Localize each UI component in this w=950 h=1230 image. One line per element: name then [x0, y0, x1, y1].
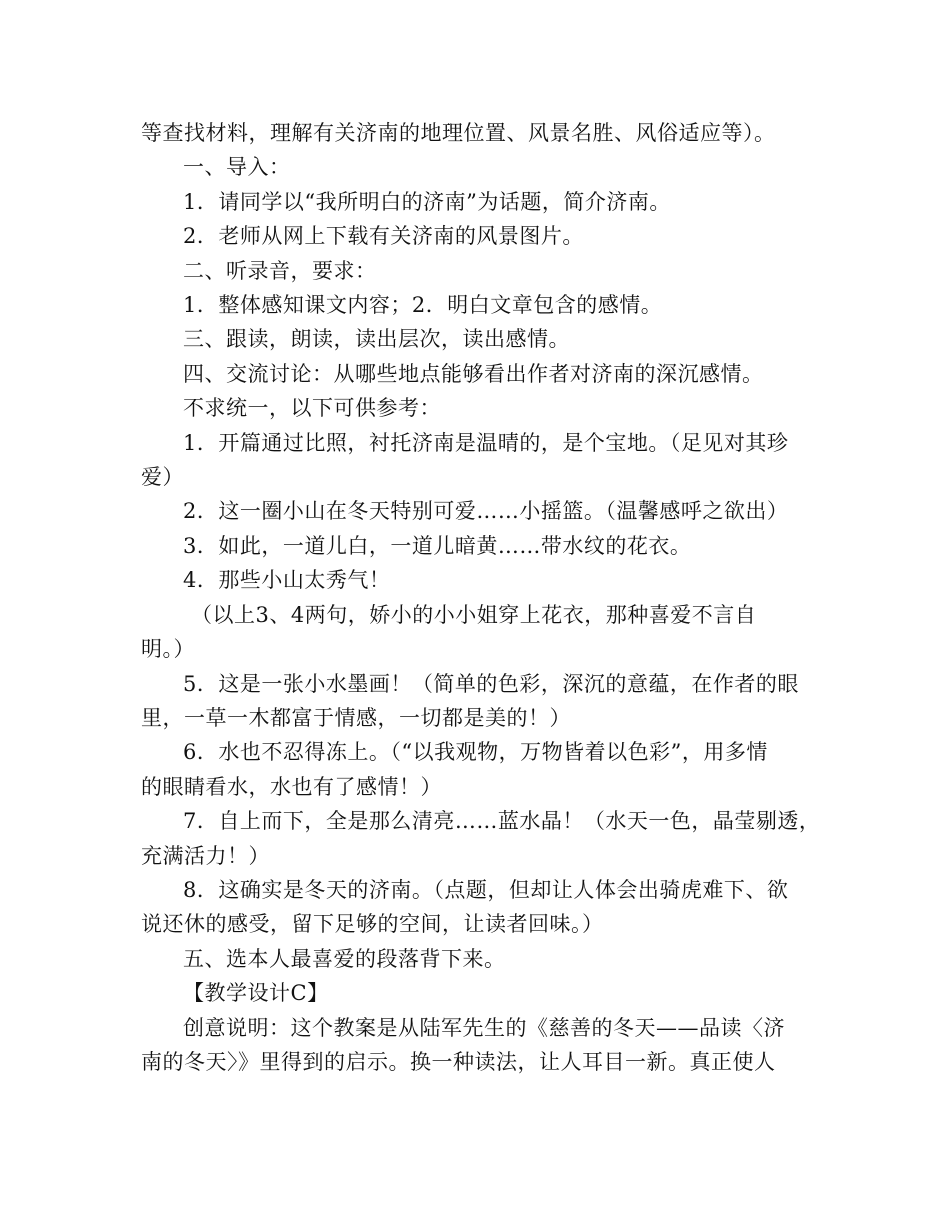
text-line: 说还休的感受，留下足够的空间，让读者回味。） — [141, 912, 604, 937]
text-line: 四、交流讨论：从哪些地点能够看出作者对济南的深沉感情。 — [183, 361, 764, 386]
text-line: 三、跟读，朗读，读出层次，读出感情。 — [183, 327, 570, 352]
text-line: 明。） — [141, 637, 195, 662]
text-line: 2．这一圈小山在冬天特别可爱……小摇篮。（温馨感呼之欲出） — [183, 499, 789, 524]
text-line: 不求统一，以下可供参考： — [183, 396, 441, 421]
paragraph — [141, 116, 831, 150]
text-line: 1．请同学以“我所明白的济南”为话题，简介济南。 — [183, 189, 671, 214]
text-line: 6．水也不忍得冻上。（“以我观物，万物皆着以色彩”，用多情 — [183, 740, 768, 765]
section-heading — [141, 942, 831, 976]
section-heading — [141, 150, 831, 184]
text-line: 4．那些小山太秀气！ — [183, 568, 391, 593]
text-line: 充满活力！） — [141, 843, 270, 868]
text-line: 7．自上而下，全是那么清亮……蓝水晶！（水天一色，晶莹剔透， — [183, 809, 821, 834]
paragraph — [141, 1011, 831, 1080]
section-heading — [141, 357, 831, 391]
text-line: 1．开篇通过比照，衬托济南是温晴的，是个宝地。（足见对其珍 — [183, 430, 789, 455]
text-line: 3．如此，一道儿白，一道儿暗黄……带水纹的花衣。 — [183, 533, 692, 558]
list-item — [141, 288, 831, 322]
text-line: 1．整体感知课文内容；2．明白文章包含的感情。 — [183, 293, 663, 318]
text-line: 2．老师从网上下载有关济南的风景图片。 — [183, 224, 584, 249]
text-line: 南的冬天〉》里得到的启示。换一种读法，让人耳目一新。真正使人 — [141, 1049, 776, 1074]
text-line: （以上3、4两句，娇小的小小姐穿上花衣，那种喜爱不言自 — [191, 602, 757, 627]
list-item — [141, 426, 831, 495]
list-item — [141, 804, 831, 873]
text-line: 一、导入： — [183, 155, 291, 180]
text-line: 五、选本人最喜爱的段落背下来。 — [183, 946, 506, 971]
text-line: 二、听录音，要求： — [183, 258, 377, 283]
list-item — [141, 494, 831, 528]
text-line: 创意说明：这个教案是从陆军先生的《慈善的冬天——品读〈济 — [183, 1015, 785, 1040]
list-item — [141, 735, 831, 804]
paragraph — [141, 391, 831, 425]
paragraph — [141, 598, 831, 667]
list-item — [141, 219, 831, 253]
text-line: 8．这确实是冬天的济南。（点题，但却让人体会出骑虎难下、欲 — [183, 877, 789, 902]
text-line: 【教学设计C】 — [183, 981, 329, 1006]
list-item — [141, 563, 831, 597]
document-body — [141, 116, 831, 1079]
text-line: 5．这是一张小水墨画！（简单的色彩，深沉的意蕴，在作者的眼 — [183, 671, 799, 696]
text-line: 的眼睛看水，水也有了感情！） — [141, 774, 442, 799]
list-item — [141, 529, 831, 563]
section-heading — [141, 322, 831, 356]
text-line: 等查找材料，理解有关济南的地理位置、风景名胜、风俗适应等）。 — [141, 121, 776, 145]
section-heading — [141, 976, 831, 1010]
list-item — [141, 667, 831, 736]
list-item — [141, 873, 831, 942]
text-line: 里，一草一木都富于情感，一切都是美的！） — [141, 705, 571, 730]
text-line: 爱） — [141, 465, 184, 490]
list-item — [141, 185, 831, 219]
section-heading — [141, 254, 831, 288]
